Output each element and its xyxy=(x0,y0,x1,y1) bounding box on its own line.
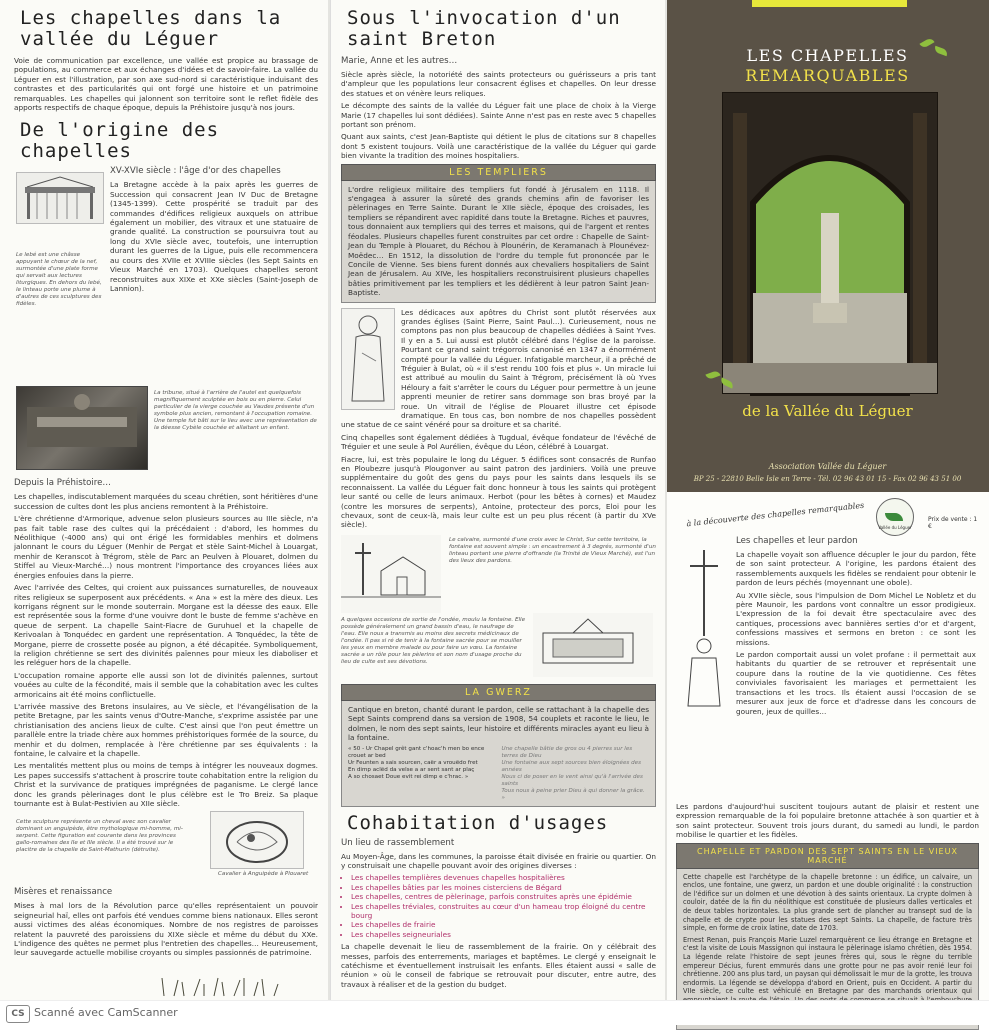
templiers-band: LES TEMPLIERS xyxy=(341,164,656,181)
cover-panel xyxy=(666,0,989,492)
templiers-text: L'ordre religieux militaire des templiers fut fondé à Jérusalem en 1118. Il s'engagea à assurer la sûreté des grands chemins afin de favoriser les pèlerinages en Terre Sainte. Durant le XIIe siècle, époque des croisades, les templiers se répandirent avec rapidité dans toute la Bretagne. Riches et pauvres, tous donnaient aux templiers qui des terres et maisons, qui de l'argent et rentes féodales. Plusieurs chapelles furent construites par cet ordre : Chapelle de Saint-Jean du Temple à Plouaret, du Réchou à Plounérin, de Keramanach à Plounévez-Moëdec… En 1512, la dissolution de l'ordre du temple fut prononcée par le Concile de Vienne. Ses biens furent donnés aux chevaliers hospitaliers de Saint Jean de Jérusalem. Au XIVe, les hospitaliers reconstruisirent plusieurs chapelles bâties primitivement par les templiers et les dédièrent à leur patron Saint Jean-Baptiste. xyxy=(348,184,649,298)
cover-title-line2: REMARQUABLES xyxy=(745,66,910,85)
cover-yellow-tab xyxy=(752,0,907,7)
invocation-title: Sous l'invocation d'un saint Breton xyxy=(347,7,621,50)
fontaine-illustration xyxy=(533,613,653,677)
list-item: • Les chapelles tréviales, construites au cœur d'un hameau trop éloigné du centre bourg xyxy=(351,902,656,921)
logo-text: Vallée du Léguer xyxy=(878,525,912,530)
gwerz-line-1: « 50 - Ur Chapel grêt gant c'hoac'h men bo ence crouet ar bed xyxy=(348,745,485,759)
invocation-p2: Le décompte des saints de la vallée du Léguer fait une place de choix à la Vierge Marie (17 chapelles lui sont dédiées). Sainte Anne n'est pas en reste avec 5 chapelles portant son prénom. xyxy=(341,101,656,130)
fontaine-drawing xyxy=(533,613,653,677)
cover-address: BP 25 - 22810 Belle Isle en Terre - Tél. 02 96 43 01 15 - Fax 02 96 43 51 00 xyxy=(693,475,962,483)
list-item: • Les chapelles templières devenues chapelles hospitalières xyxy=(351,873,656,882)
prehistory-p1: Les chapelles, indiscutablement marquées du sceau chrétien, sont héritières d'une succession de cultes dont les plus anciens remontent à la Préhistoire. xyxy=(14,492,318,511)
pilgrim-cross-illustration xyxy=(676,546,732,716)
cover-title-line1: LES CHAPELLES xyxy=(746,46,909,65)
column-left xyxy=(0,0,328,1000)
pardon-p1: La chapelle voyait son affluence décupler le jour du pardon, fête de son saint protecteur. A l'origine, les pardons étaient des rassemblements auxquels les fidèles se rendaient pour obtenir le pardon de leurs péchés (moyennant une obole). xyxy=(736,550,976,588)
cohabitation-p1: Au Moyen-Âge, dans les communes, la paroisse était divisée en frairie ou quartier. On y construisait une chapelle pouvant avoir des origines diverses : xyxy=(341,851,656,870)
sept-saints-p2: Ernest Renan, puis François Marie Luzel remarquèrent ce lieu étrange en Bretagne et c'est la visite de Louis Massignon qui instaura le pèlerinage islamo chrétien, dès 1954. La légende relate l'histoire de sept jeunes frères qui, sous le règne du terrible empereur Décius, furent emmurés dans une grotte pour ne pas avoir renié leur foi chrétienne. 200 ans plus tard, un paysan qui démolissait le mur de la grotte, les trouva endormis. La légende se développa d'abord en Orient, puis en Occident. A partir du VIIe siècle, ce culte est véhiculé en Bretagne par des marchands orientaux qui xyxy=(683,935,972,996)
cohabitation-p2: La chapelle devenait le lieu de rassemblement de la frairie. On y célébrait des messes, parfois des enterrements, mariages et baptêmes. Le clergé y enseignait le catéchisme et éventuellement instruisait les enfants. Elles étaient aussi « salle de réunion » où le conseil de fabrique se retrouvait pour discuter, entre autre, des travaux à réaliser et de la gestion du budget. xyxy=(341,942,656,989)
invocation-p4: Les dédicaces aux apôtres du Christ sont plutôt réservées aux grandes églises (Saint Pierre, Saint Paul…). Curieusement, nous ne comptons pas non plus beaucoup de chapelles dédiées à Saint Yves. Il y en a 5. Lui aussi est plutôt célébré dans l'église de la paroisse. Pourtant ce grand saint trégorrois canonisé en 1347 a énormément compté pour la vallée du Léguer. Infatigable marcheur, il a prêché de Tréguier à Bulat, où « il s'est rendu 100 fois et plus ». Un miracle lui est attribué au moulin du Saint à Trégrom, précisément là où Yves Héloury a fait s'arrêter le cours du Léguer pour permettre à un jeune apprenti meunier de retirer sans dommage son bras broyé par la roue. Un vitrail de l'église de Plouaret illustre cet épisode dramatique. En tous cas, bon nombre de nos chapelles possèdent une statue de ce saint vénéré pour sa droiture et sa charité. xyxy=(341,307,656,430)
pardon-subtitle: Les chapelles et leur pardon xyxy=(736,536,858,546)
column-middle xyxy=(330,0,666,1000)
prehistory-subtitle: Depuis la Préhistoire… xyxy=(14,478,112,489)
origin-title: De l'origine des chapelles xyxy=(20,119,220,163)
prehistory-p3: Avec l'arrivée des Celtes, qui croient aux puissances surnaturelles, de nouveaux rites religieux se superposent aux précédents. « Ana » est la mère des dieux. Les korrigans régnent sur le monde souterrain. Morgane est la déesse des eaux. Elle est représentée sous la forme d'une vouivre dont le buste de femme s'achève en queue de serpent. La chapelle Saint-Fiacre de Guruhuel et la chapelle de Kerivoalan à Tonquédec en gardent une représentation. A Tonquédec, la tête de Morgane, pierre de crossette posée au pignon, a été décapitée. Symboliquement, la religion chrétienne se sert des divinités païennes pour mieux les diaboliser et les reléguer hors de la chapelle. xyxy=(14,583,318,668)
pardon-p3: Le pardon comportait aussi un volet profane : il permettait aux habitants du quartier de se retrouver et représentait une coupure dans la routine de la vie quotidienne. Ces fêtes conviviales favorisaient les mariages et permettaient les transactions et les trocs. Ils étaient aussi l'occasion de se mesurer aux jeux de force et d'adresse dans les concours de gouren, jeux de quilles… xyxy=(736,650,976,716)
lebe-caption: Le lebé est une châsse appuyant le chœur de la nef, surmontée d'une plate forme qui servait aux lectures liturgiques. En dehors du lebé, le linteau porte une plume à d'autres de ces sculptures des fidèles. xyxy=(16,252,102,308)
chapelles-title: Les chapelles dans la vallée du Léguer xyxy=(20,7,282,50)
calvaire-drawing xyxy=(341,535,441,613)
gwerz-text: Cantique en breton, chanté durant le pardon, celle se rattachant à la chapelle des Sept Saints comprend dans sa version de 1908, 54 couplets et raconte le lieu, le dolmen, le nom des sept saints, leur histoire et différents miracles ayant eu lieu à la fontaine. xyxy=(348,704,649,743)
intro-text: Voie de communication par excellence, une vallée est propice au brassage de populations, au commerce et aux échanges d'idées et de savoir-faire. La vallée du Léguer en est l'illustration, par son axe sud-nord si caractéristique induisant des contrastes et des particularités qui ont forgé une histoire et un patrimoine remarquables. Les chapelles qui jalonnent son territoire sont le reflet fidèle des apports respectifs de chaque époque, depuis la Préhistoire jusqu'à nos jours. xyxy=(14,56,318,113)
prehistory-p2: L'ère chrétienne d'Armorique, advenue selon plusieurs sources au IIIe siècle, n'a pas fait table rase des cultes qui la précédaient : d'abord, les hommes du Néolithique (-4000 ans) qui ont érigé les formidables menhirs et dolmens jalonnant le cours du Léguer (Menhir de Pergat et stèle Saint-Michel à Louargat, menhir de Keranscot à Trégrom, stèle de Parc an Peulven à Plouaret, dolmen du Stiffel au Vieux-Marché…) nous montrent l'importance des croyances liées aux énergies enfouies dans la pierre. xyxy=(14,514,318,580)
screen-drawing xyxy=(17,173,103,223)
gwerz-line-3: En dimp aclëd da velse a ar sent sant ar plaç xyxy=(348,766,475,773)
miseres-text: Mises à mal lors de la Révolution parce qu'elles représentaient un pouvoir seigneurial haï, elles ont parfois été vendues comme biens nationaux. Elles seront aussi victimes des aléas économiques. Nombre de nos registres de paroisses relatent la pauvreté des paroissiens du XIXe siècle et même du début du XXe. L'indigence des quêtes ne permet plus l'entretien des chapelles… Heureusement, leur sauvegarde actuelle mobilise croyants ou simples passionnés de patrimoine. xyxy=(14,901,318,958)
cavalier-caption: Cette sculpture représente un cheval avec son cavalier dominant un anguipède, être mythologique mi-homme, mi-serpent. Cette figuration est courante dans les provinces gallo-romaines des IIe et IIIe siècle. Il a été trouvé sur le placitre de la chapelle de Saint-Mathurin (détruite). xyxy=(16,819,183,854)
cover-association: Association Vallée du Léguer xyxy=(768,462,887,471)
logo-leaf-icon xyxy=(885,513,903,521)
discovery-banner: à la découverte des chapelles remarquables xyxy=(686,500,865,529)
cohabitation-list xyxy=(341,873,656,939)
invocation-p5: Cinq chapelles sont également dédiées à Tugdual, évêque fondateur de l'évêché de Tréguier et une seule à Pol Aurélien, évêque du Léon, célébré à Louargat. xyxy=(341,432,656,452)
cavalier-drawing xyxy=(211,812,303,868)
calvaire-caption: Le calvaire, surmonté d'une croix avec le Christ, Sur cette territoire, la fontaine est souvent simple : un encastrement à 3 degrés, surmonté d'un linteau portant une pierre d'offrande (la Trinité de Vieux Marché), est l'un des lieux des pardons. xyxy=(449,536,656,564)
prehistory-p6: Les mentalités mettent plus ou moins de temps à intégrer les nouveaux dogmes. Les papes successifs s'attachent à proscrire toute cohabitation entre la religion du Christ et la survivance de pratiques imprégnées de paganisme. Le clergé lance donc les grands pèlerinages dont le plus célèbre est le Tro Breiz. Sa plaque tournante est à Bulat-Pestivien au XIIe siècle. xyxy=(14,761,318,809)
cover-subtitle: de la Vallée du Léguer xyxy=(742,402,913,420)
origin-subtitle: XV-XVIe siècle : l'âge d'or des chapelles xyxy=(110,166,281,177)
gwerz-trans-1: Une chapelle bâtie de gros ou 4 pierres sur les terres de Dieu xyxy=(501,745,633,759)
lebe-illustration xyxy=(16,172,104,224)
fontaine-caption: A quelques occasions de sortie de l'ondée, moulu la fontaine. Elle possède généralement un grand bassin d'eau, le naufrage de l'eau. Elle nous a transmis au moins des secrets médicinaux de l'ondée. Il pas si ré de tenir à la fontaine sacrée pour se mouiller les yeux en membre malade ou pour faire un vœu. La fontaine sacrée a un rôle pour les pèlerins et son nom d'usage proche du lieu de culte est ses dévotions. xyxy=(341,616,526,665)
pilgrim-drawing xyxy=(676,546,732,716)
gwerz-box xyxy=(341,701,656,807)
gwerz-trans-4: Tous nous à peine prier Dieu à qui donner la grâce. » xyxy=(501,787,645,801)
invocation-p1: Siècle après siècle, la notoriété des saints protecteurs ou guérisseurs a pris tant d'ampleur que les populations leur consacrent églises et chapelles. On leur dresse des statues et on vénère leurs reliques. xyxy=(341,70,656,98)
list-item: • Les chapelles seigneuriales xyxy=(351,930,656,939)
price-label: Prix de vente : 1 € xyxy=(928,516,978,530)
camscanner-logo-icon: CS xyxy=(6,1005,30,1023)
scanner-footer xyxy=(0,1000,989,1025)
cohabitation-title: Cohabitation d'usages xyxy=(347,811,609,834)
grass-decoration xyxy=(14,976,314,996)
logo-vallee-leguer xyxy=(876,498,914,536)
cavalier-illustration xyxy=(210,811,304,869)
templiers-box xyxy=(341,181,656,303)
gwerz-line-2: Ur Feunten a sais sourcen, caër a vrouëdo fret xyxy=(348,759,478,766)
column-right xyxy=(666,0,989,1000)
cover-photo-drawing xyxy=(723,93,937,393)
marie-anne-subtitle: Marie, Anne et les autres… xyxy=(341,56,458,66)
back-panel xyxy=(666,492,989,1000)
invocation-p6: Fiacre, lui, est très populaire le long du Léguer. 5 édifices sont consacrés de Runfao en Ploubezre jusqu'à Plougonver au saint patron des jardiniers. Voilà une preuve supplémentaire du goût des gens du pays pour les saints dans lesquels ils se reconnaissent. La vallée du Léguer fait donc honneur à tous les saints qui protègent leur santé ou celle de leurs animaux. Herbot (pour les bêtes à cornes) et Maudez (contre les morsures de serpents), Antoine, protecteur des porcs, Eloi pour les chevaux, sont de ceux-là, mais leur culte est un peu plus récent (à partir du XVe siècle). xyxy=(341,454,656,530)
gwerz-band: LA GWERZ xyxy=(341,684,656,701)
cavalier-caption-title: Cavalier à Anguipède à Plouaret xyxy=(218,871,309,878)
pardon-p4: Les pardons d'aujourd'hui suscitent toujours autant de plaisir et restent une expression remarquable de la foi populaire bretonne attachée à son quartier et à son saint protecteur. Souvent trois jours durant, du samedi au lundi, le pardon mobilise le quartier et les fidèles. xyxy=(676,802,979,840)
tribune-caption: La tribune, situé à l'arrière de l'autel est quelquefois magnifiquement sculptée en bois ou en pierre. Celui particulier de la vierge couchée au Vaudes présente d'un symbole plus ancien, remontant à l'occupation romaine. Une temple fut bâti sur le lieu avec une représentation de la déesse Cybèle couchée et allaitant un enfant. xyxy=(154,390,317,432)
invocation-p3: Quant aux saints, c'est Jean-Baptiste qui détient le plus de citations sur 8 chapelles dont 5 existent toujours. Voilà une caractéristique de la vallée du Léguer qui garde bien vivante la tradition des moines hospitaliers. xyxy=(341,132,656,161)
prehistory-p5: L'arrivée massive des Bretons insulaires, au Ve siècle, et l'évangélisation de la petite Bretagne, par les saints venus d'Outre-Manche, s'exprime assistée par une christianisation des anciens lieux de culte. C'est ainsi que l'on peut émettre un parallèle entre la triade chère aux hommes préhistoriques formée de la source, du menhir et du dolmen, remplacée à l'ère chrétienne par ses équivalents : la fontaine, le calvaire et la chapelle. xyxy=(14,701,318,758)
fold-line-2 xyxy=(665,0,667,1000)
sept-saints-p1: Cette chapelle est l'archétype de la chapelle bretonne : un édifice, un calvaire, un enclos, une fontaine, une gwerz, un pardon et une double originalité : la construction de l'édifice sur un dolmen et une dévotion à des saints orientaux. La crypte dolmen à couloir, datée de la fin du néolithique est constituée de plusieurs dalles verticales et de deux tables horizontales. La plus grande sert de plancher au transept sud de la chapelle et de crypte pour les statues des sept Saints. La chapelle, de facture très simple, en forme de croix latine, date de 1703. xyxy=(683,872,972,933)
gwerz-line-4: A so chosaet Doue evit rei dimp e c'hrac. » xyxy=(348,773,469,780)
origin-text: La Bretagne accède à la paix après les guerres de Succession qui consacrent Jean IV Duc de Bretagne (1345-1399). Cette prospérité se traduit par des commandes d'édifices religieux auxquels on attribue également un mobilier, des vitraux et une statuaire de grande qualité. La construction se poursuivra tout au long du XVIe siècle avec, toutefois, une interruption durant les guerres de la Ligue, puis elle recommencera au cours des XVIIe et XVIIIe siècles (les Sept Saints en Vieux Marché en 1703). Quelques chapelles seront reconstruites aux XIXe et XXe siècles (Saint-Joseph de Lannion). xyxy=(110,180,318,293)
cohabitation-subtitle: Un lieu de rassemblement xyxy=(341,837,455,848)
gwerz-trans-3: Nous ci de poser en le vent ainsi qu'à l'arrivée des saints xyxy=(501,773,643,787)
list-item: • Les chapelles, centres de pèlerinage, parfois construites après une épidémie xyxy=(351,892,656,901)
list-item: • Les chapelles de frairie xyxy=(351,920,656,929)
saint-yves-statue xyxy=(341,308,395,410)
cover-photo xyxy=(722,92,938,394)
gwerz-trans-2: Une fontaine aux sept sources bien éloignées des années xyxy=(501,759,641,773)
list-item: • Les chapelles bâties par les moines cisterciens de Bégard xyxy=(351,883,656,892)
scanner-label: Scanné avec CamScanner xyxy=(34,1006,178,1019)
tribune-photo-shapes xyxy=(17,387,147,469)
miseres-subtitle: Misères et renaissance xyxy=(14,887,113,898)
sept-saints-band: CHAPELLE ET PARDON DES SEPT SAINTS EN LE VIEUX MARCHÉ xyxy=(676,843,979,869)
leaf-icon xyxy=(705,370,720,380)
calvaire-illustration xyxy=(341,535,441,613)
pardon-p2: Au XVIIe siècle, sous l'impulsion de Dom Michel Le Nobletz et du père Maunoir, les pardons vont connaître un essor prodigieux. L'expression de la foi devait être spectaculaire avec des cantiques, processions avec bannières serties d'or et d'argent, confessions massives et sermons en breton : ce sont les missions. xyxy=(736,590,976,647)
prehistory-p4: L'occupation romaine apporte elle aussi son lot de divinités païennes, surtout vouées au culte de la fécondité, mais il semble que la cohabitation avec les cultes armoricains ait été moins conflictuelle. xyxy=(14,670,318,699)
statue-drawing xyxy=(342,309,394,409)
tribune-photo xyxy=(16,386,148,470)
